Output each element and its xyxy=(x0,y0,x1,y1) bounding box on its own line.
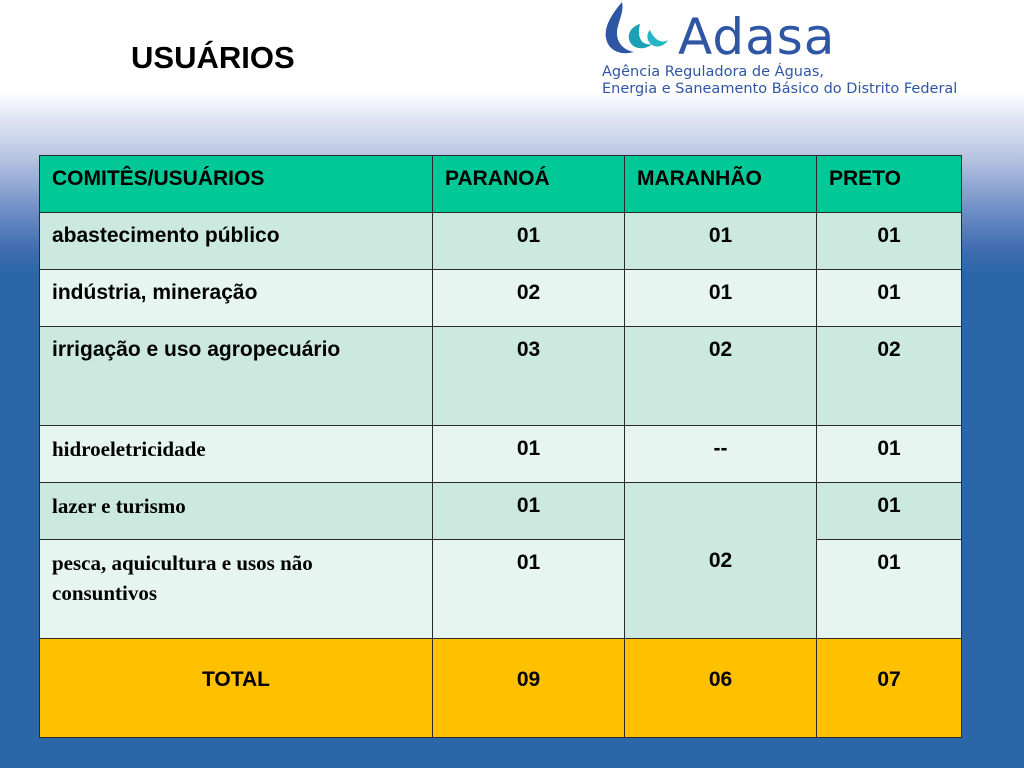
table-row xyxy=(40,270,962,327)
cell-value: 01 xyxy=(433,213,625,270)
logo-wordmark: Adasa xyxy=(678,8,836,66)
row-label: lazer e turismo xyxy=(40,483,433,540)
logo-subtitle-line1: Agência Reguladora de Águas, xyxy=(602,64,825,80)
total-value: 07 xyxy=(817,639,962,738)
table-row xyxy=(40,426,962,483)
merged-cell-value: 02 xyxy=(625,483,817,639)
row-label: indústria, mineração xyxy=(40,270,433,327)
cell-value: 01 xyxy=(625,213,817,270)
water-drop-icon xyxy=(600,0,680,60)
column-header: COMITÊS/USUÁRIOS xyxy=(40,156,433,213)
cell-value: 02 xyxy=(433,270,625,327)
table-row xyxy=(40,213,962,270)
row-label: pesca, aquicultura e usos não consuntivos xyxy=(40,540,433,639)
cell-value: 01 xyxy=(817,540,962,639)
cell-value: 01 xyxy=(817,426,962,483)
cell-value: 01 xyxy=(817,213,962,270)
cell-value: 01 xyxy=(817,270,962,327)
table-row xyxy=(40,483,962,540)
cell-value: 02 xyxy=(625,327,817,426)
table-header-row xyxy=(40,156,962,213)
cell-value: 03 xyxy=(433,327,625,426)
adasa-logo xyxy=(600,0,1024,100)
row-label: irrigação e uso agropecuário xyxy=(40,327,433,426)
cell-value: 01 xyxy=(433,540,625,639)
cell-value: 02 xyxy=(817,327,962,426)
total-row xyxy=(40,639,962,738)
total-value: 09 xyxy=(433,639,625,738)
table-row xyxy=(40,327,962,426)
logo-subtitle-line2: Energia e Saneamento Básico do Distrito Federal xyxy=(602,81,958,97)
cell-value: 01 xyxy=(817,483,962,540)
row-label: hidroeletricidade xyxy=(40,426,433,483)
column-header: PRETO xyxy=(817,156,962,213)
cell-value: 01 xyxy=(433,426,625,483)
table-row xyxy=(40,540,962,639)
page-title: USUÁRIOS xyxy=(131,40,295,75)
cell-value: 01 xyxy=(433,483,625,540)
total-value: 06 xyxy=(625,639,817,738)
column-header: PARANOÁ xyxy=(433,156,625,213)
column-header: MARANHÃO xyxy=(625,156,817,213)
cell-value: 01 xyxy=(625,270,817,327)
usuarios-table xyxy=(39,155,962,738)
total-label: TOTAL xyxy=(40,639,433,738)
cell-value: -- xyxy=(625,426,817,483)
row-label: abastecimento público xyxy=(40,213,433,270)
